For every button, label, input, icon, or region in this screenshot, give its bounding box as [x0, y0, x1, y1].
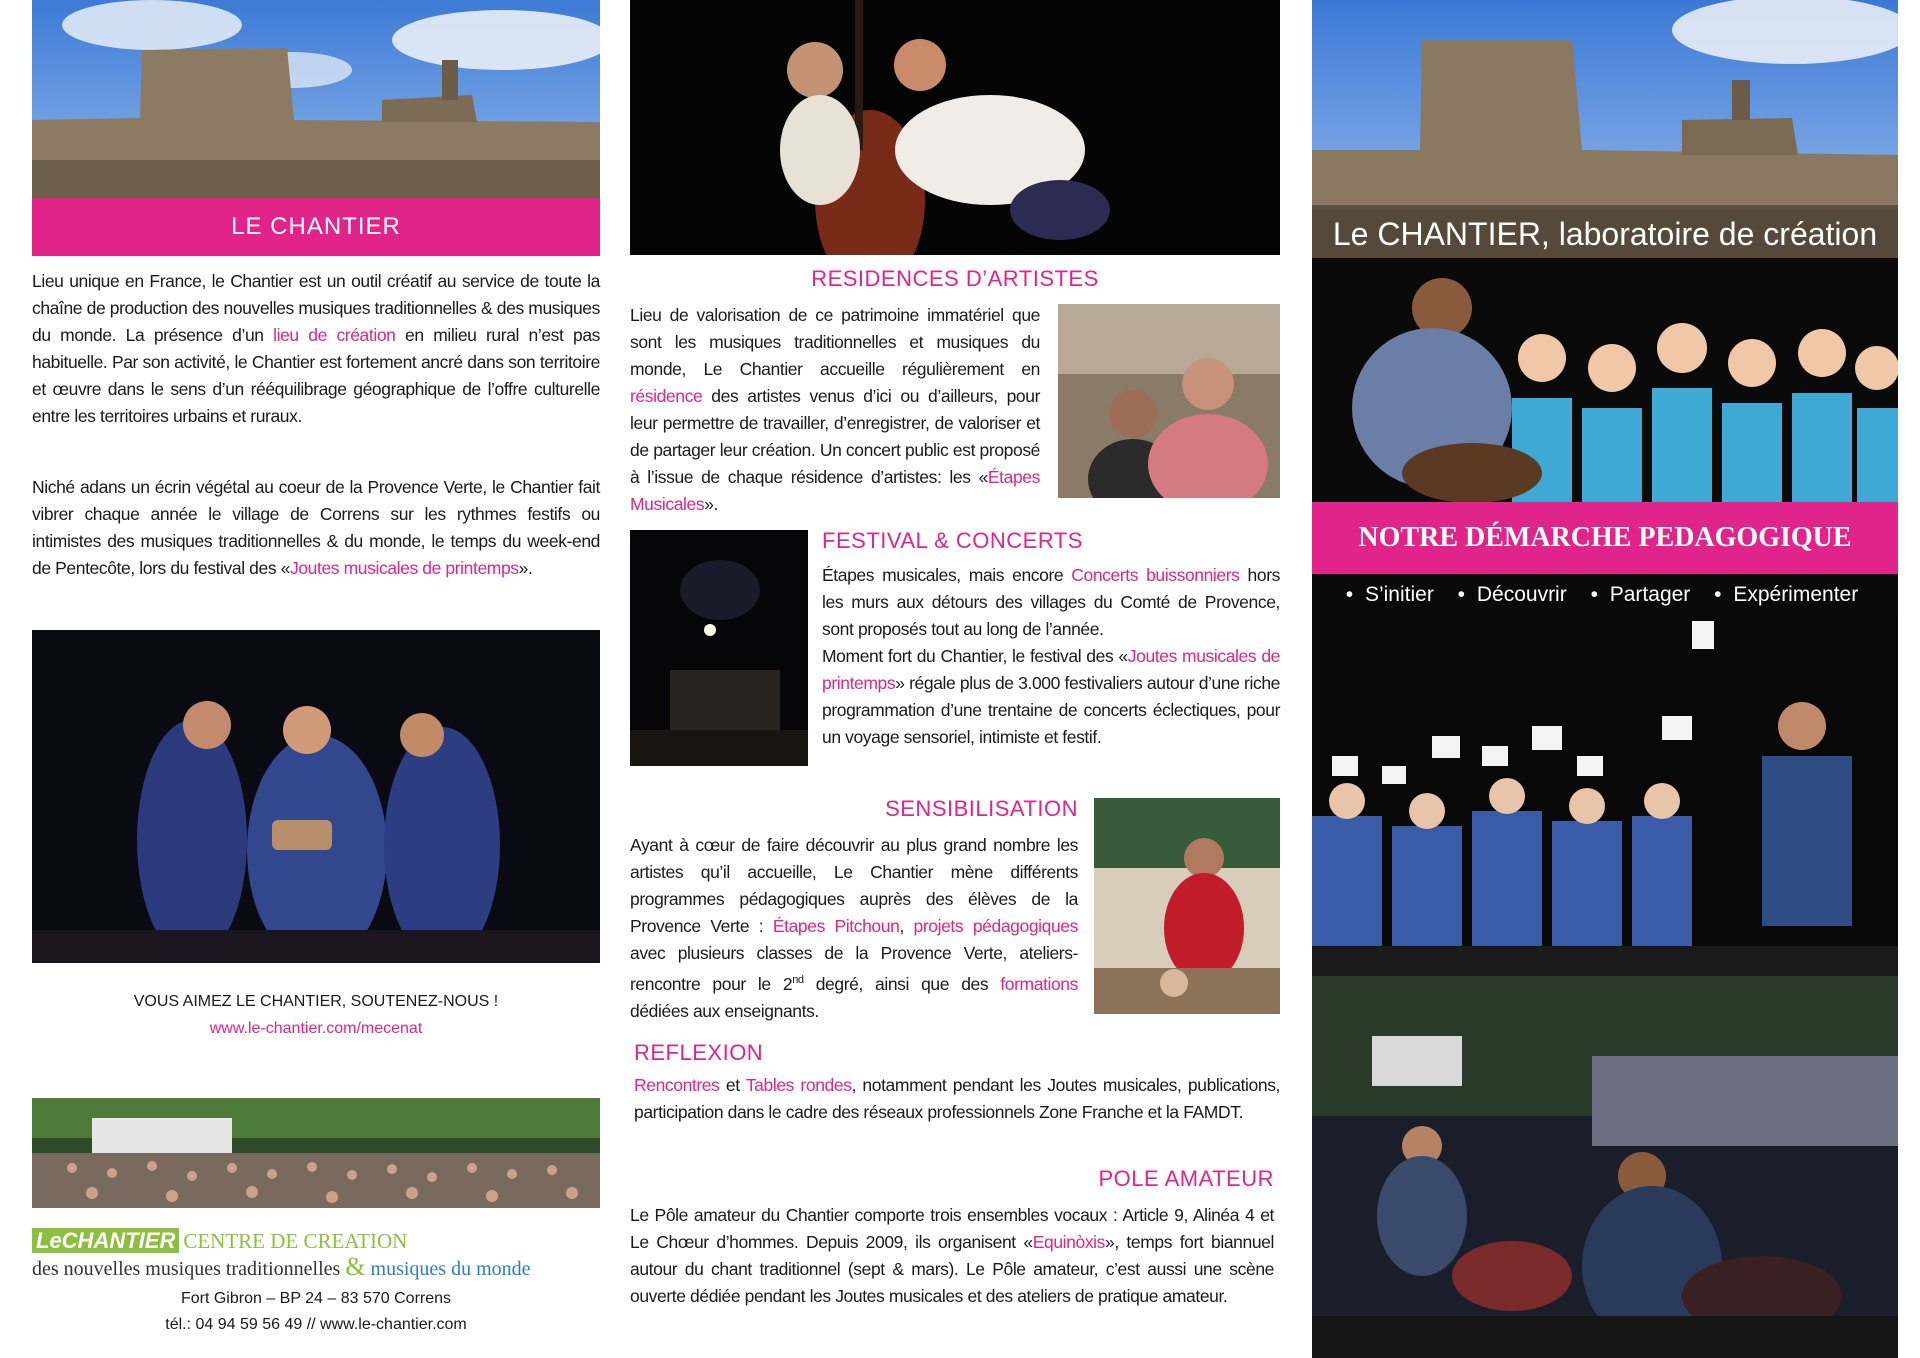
text-run: ». — [704, 494, 718, 514]
support-caption: VOUS AIMEZ LE CHANTIER, SOUTENEZ-NOUS ! — [133, 993, 499, 1010]
mecenat-link[interactable]: www.le-chantier.com/mecenat — [209, 1020, 423, 1037]
bullet-partager: • Partager — [1590, 583, 1691, 606]
text-run: Étapes musicales, mais encore — [822, 565, 1072, 585]
choir-stage-photo — [1312, 616, 1898, 976]
highlight-text: lieu de création — [273, 325, 396, 345]
band-children-concert-photo — [1312, 976, 1898, 1358]
festival-stage-photo — [630, 530, 808, 766]
text-run: degré, ainsi que des — [803, 973, 1001, 994]
text-run: hors les murs aux détours des villages du Comté de Provence, sont proposés tout au long de l’année. — [822, 565, 1280, 639]
sensibilisation-title: SENSIBILISATION — [885, 796, 1078, 821]
le-chantier-title: LE CHANTIER — [231, 213, 401, 240]
highlight-text: Concerts buissonniers — [1071, 565, 1240, 585]
pole-amateur-text — [630, 1202, 1274, 1310]
text-run: », temps fort biannuel autour du chant traditionnel (sept & mars). Le Pôle amateur, c’est aussi une scène ouverte dédiée pendant les Joutes musicales et des ateliers de pratique amateur. — [630, 1232, 1274, 1306]
text-run: Le Pôle amateur du Chantier comporte trois ensembles vocaux : Article 9, Alinéa 4 et Le Chœur d’hommes. Depuis 2009, ils organisent « — [630, 1205, 1274, 1252]
text-run: Niché adans un écrin végétal au coeur de la Provence Verte, le Chantier fait vibrer chaque année le village de Correns sur les rythmes festifs ou intimistes des musiques traditionnelles & du monde, le temps du week-end de Pentecôte, lors du festival des « — [32, 477, 600, 578]
residences-text — [630, 302, 1040, 518]
festival-text-2 — [822, 643, 1280, 751]
trio-singers-photo — [32, 630, 600, 963]
reflexion-text — [634, 1072, 1280, 1126]
castle-photo-left — [32, 0, 600, 198]
provence-paragraph — [32, 474, 600, 582]
text-run: nd — [792, 974, 804, 986]
pedagogy-bar — [1312, 502, 1898, 574]
pedagogy-title: NOTRE DÉMARCHE PEDAGOGIQUE — [1358, 522, 1852, 553]
highlight-text: Tables rondes — [745, 1075, 852, 1095]
le-chantier-logo — [32, 1228, 612, 1281]
logo-musiques-monde: musiques du monde — [370, 1258, 531, 1280]
text-run: Ayant à cœur de faire découvrir au plus grand nombre les artistes qu’il accueille, Le Chantier mène différents programmes pédagogiques auprès des élèves de la Provence Verte : — [630, 835, 1078, 936]
intro-paragraph — [32, 268, 600, 430]
text-run: ». — [518, 558, 533, 578]
drummer-children-photo — [1312, 258, 1898, 502]
text-run: , notamment pendant les Joutes musicales, publications, participation dans le cadre des réseaux professionnels Zone Franche et la FAMDT. — [634, 1075, 1281, 1122]
bullet-decouvrir: • Découvrir — [1457, 583, 1567, 606]
pedagogy-bullets-bar — [1312, 574, 1898, 616]
le-chantier-header — [32, 198, 600, 256]
classroom-photo — [1094, 798, 1280, 1014]
bass-duo-photo — [630, 0, 1280, 255]
sensibilisation-text — [630, 832, 1078, 1025]
text-run: Lieu de valorisation de ce patrimoine immatériel que sont les musiques traditionnelles et musiques du monde, Le Chantier accueille régulièrement en — [630, 305, 1040, 379]
text-run: et — [719, 1075, 746, 1095]
residence-artists-photo — [1058, 304, 1280, 498]
festival-title: FESTIVAL & CONCERTS — [822, 528, 1083, 553]
logo-centre: CENTRE DE CREATION — [183, 1229, 408, 1253]
logo-brand: LeCHANTIER — [32, 1228, 179, 1253]
highlight-text: Joutes musicales de printemps — [822, 646, 1280, 693]
highlight-text: Étapes Musicales — [630, 467, 1040, 514]
highlight-text: résidence — [630, 386, 703, 406]
highlight-text: formations — [1000, 973, 1078, 994]
highlight-text: Étapes Pitchoun — [772, 916, 900, 936]
text-run: des artistes venus d’ici ou d’ailleurs, pour leur permettre de travailler, d’enregistrer, de valoriser et de partager leur création. Un concert public est proposé à l’issue de chaque résidence d’artistes: les « — [630, 386, 1040, 487]
text-run: Moment fort du Chantier, le festival des « — [822, 646, 1128, 666]
text-run: dédiées aux enseignants. — [630, 1000, 819, 1021]
residences-title: RESIDENCES D’ARTISTES — [811, 266, 1099, 291]
festival-text-1 — [822, 562, 1280, 643]
text-run: en milieu rural n’est pas habituelle. Par son activité, le Chantier est fortement ancré dans son territoire et œuvre dans le sens d’un rééquilibrage géographique de l’offre culturelle entre les territoires urbains et ruraux. — [32, 325, 601, 426]
text-run: , — [899, 916, 914, 936]
logo-musiques-trad: des nouvelles musiques traditionnelles — [32, 1258, 341, 1280]
address: Fort Gibron – BP 24 – 83 570 Correns — [180, 1290, 452, 1307]
text-run: » régale plus de 3.000 festivaliers autour d’une riche programmation d’une trentaine de concerts éclectiques, pour un voyage sensoriel, intimiste et festif. — [822, 673, 1280, 747]
bullet-experimenter: • Expérimenter — [1714, 583, 1859, 606]
highlight-text: Joutes musicales de printemps — [290, 558, 519, 578]
highlight-text: projets pédagogiques — [913, 916, 1078, 936]
text-run: avec plusieurs classes de la Provence Verte, ateliers-rencontre pour le 2 — [630, 943, 1078, 994]
bullet-initier: • S’initier — [1345, 583, 1434, 606]
pedagogy-bullets — [1340, 583, 1870, 606]
text-run: Lieu unique en France, le Chantier est un outil créatif au service de toute la chaîne de production des nouvelles musiques traditionnelles & des musiques du monde. La présence d’un — [32, 271, 600, 345]
contact-line: tél.: 04 94 59 56 49 // www.le-chantier.com — [165, 1316, 467, 1333]
highlight-text: Equinòxis — [1032, 1232, 1106, 1252]
reflexion-title: REFLEXION — [634, 1040, 764, 1065]
festival-audience-photo — [32, 1098, 600, 1208]
pole-amateur-title: POLE AMATEUR — [1098, 1166, 1274, 1191]
laboratoire-title-overlay: Le CHANTIER, laboratoire de création — [1312, 210, 1898, 258]
highlight-text: Rencontres — [634, 1075, 720, 1095]
logo-amp: & — [345, 1252, 366, 1281]
